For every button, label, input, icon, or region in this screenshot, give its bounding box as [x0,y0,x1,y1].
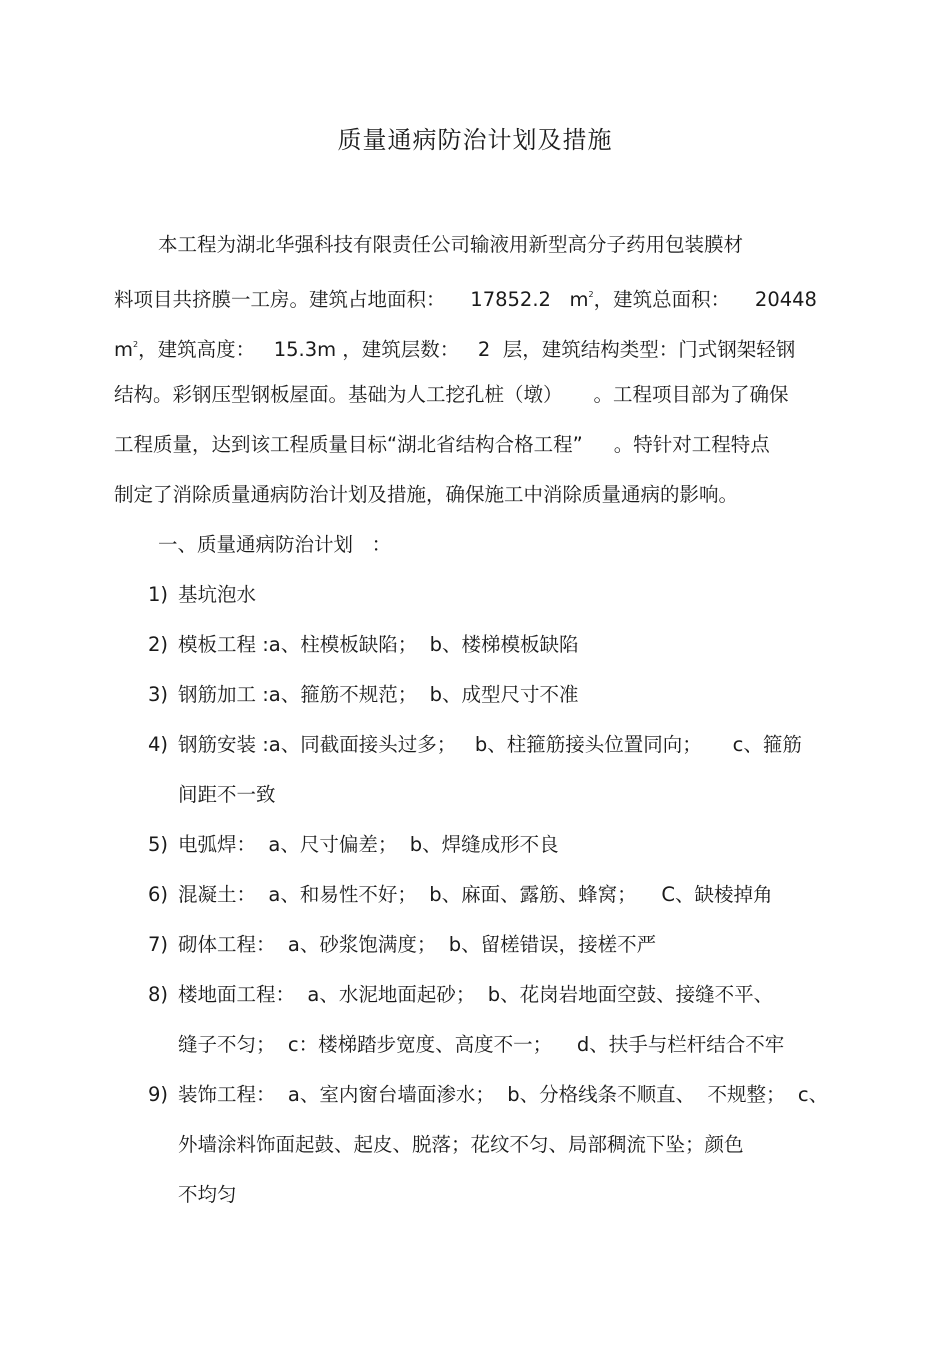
item-text-continued: 不均匀 [178,1183,237,1206]
item-text: 电弧焊： a、尺寸偏差； b、焊缝成形不良 [178,833,559,856]
item-text: 钢筋安装 :a、同截面接头过多； b、柱箍筋接头位置同向； c、箍筋 [178,733,802,756]
item-text: 钢筋加工 :a、箍筋不规范； b、成型尺寸不准 [178,683,579,706]
item-text-continued: 缝子不匀； c：楼梯踏步宽度、高度不一； d、扶手与栏杆结合不牢 [178,1033,785,1056]
intro-line-1: 本工程为湖北华强科技有限责任公司输液用新型高分子药用包装膜材 [158,233,744,256]
intro-line-3-text-a: m [114,338,133,361]
item-number: 2) [148,633,169,656]
intro-line-3-text-b: ，建筑高度： 15.3m ，建筑层数： 2 层，建筑结构类型：门式钢架轻钢 [138,338,796,361]
item-number: 1) [148,583,169,606]
intro-line-3 [114,330,795,365]
item-text: 模板工程 :a、柱模板缺陷； b、楼梯模板缺陷 [178,633,579,656]
item-number: 8) [148,983,169,1006]
intro-line-2 [114,280,817,315]
item-text: 混凝土： a、和易性不好； b、麻面、露筋、蜂窝； C、缺棱掉角 [178,883,773,906]
item-number: 3) [148,683,169,706]
intro-line-6: 制定了消除质量通病防治计划及措施，确保施工中消除质量通病的影响。 [114,483,739,506]
item-number: 7) [148,933,169,956]
intro-line-4: 结构。彩钢压型钢板屋面。基础为人工挖孔桩（墩） 。工程项目部为了确保 [114,383,789,406]
item-text-continued: 间距不一致 [178,783,276,806]
intro-line-2-superscript: 2 [588,290,594,299]
item-text: 楼地面工程： a、水泥地面起砂； b、花岗岩地面空鼓、接缝不平、 [178,983,774,1006]
item-number: 6) [148,883,169,906]
item-number: 4) [148,733,169,756]
item-number: 9) [148,1083,169,1106]
section-heading: 一、质量通病防治计划 ： [158,533,392,556]
item-text: 砌体工程： a、砂浆饱满度； b、留槎错误，接槎不严 [178,933,657,956]
item-text: 装饰工程： a、室内窗台墙面渗水； b、分格线条不顺直、 不规整； c、 [178,1083,829,1106]
item-number: 5) [148,833,169,856]
intro-line-2-text-a: 料项目共挤膜一工房。建筑占地面积： 17852.2 m [114,288,589,311]
document-title: 质量通病防治计划及措施 [337,126,613,154]
intro-line-3-superscript: 2 [133,340,139,349]
item-text: 基坑泡水 [178,583,257,606]
intro-line-2-text-b: ，建筑总面积： 20448 [593,288,817,311]
item-text-continued: 外墙涂料饰面起鼓、起皮、脱落；花纹不匀、局部稠流下坠；颜色 [178,1133,744,1156]
intro-line-5: 工程质量，达到该工程质量目标“湖北省结构合格工程” 。特针对工程特点 [114,433,770,456]
